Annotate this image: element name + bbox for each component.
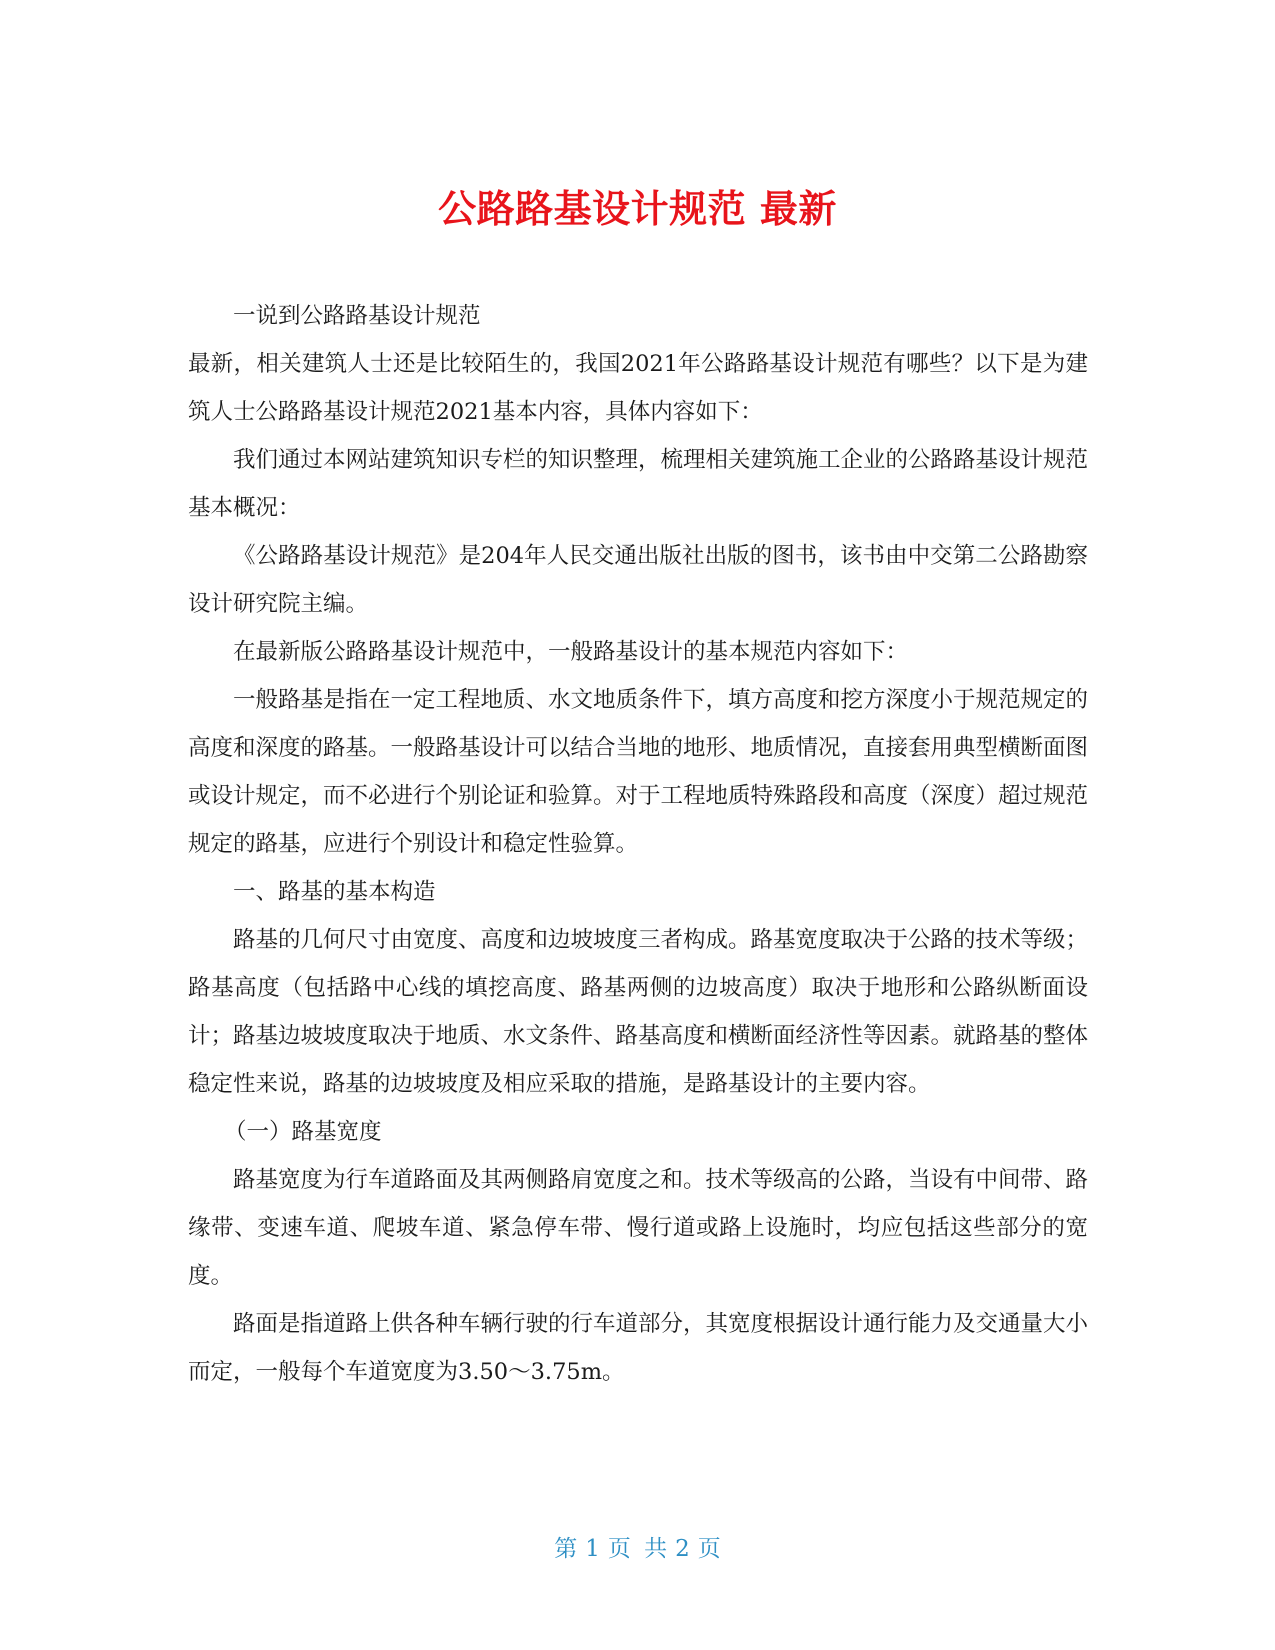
section-heading-basic-structure: 一、路基的基本构造: [233, 879, 436, 905]
paragraph-10: 路基宽度为行车道路面及其两侧路肩宽度之和。技术等级高的公路，当设有中间带、路缘带、变速车道、爬坡车道、紧急停车带、慢行道或路上设施时，均应包括这些部分的宽度。: [188, 1167, 1089, 1289]
page-footer: [0, 1533, 1275, 1565]
paragraph-4: 《公路路基设计规范》是204年人民交通出版社出版的图书，该书由中交第二公路勘察设计研究院主编。: [188, 543, 1088, 617]
paragraph-2: 最新，相关建筑人士还是比较陌生的，我国2021年公路路基设计规范有哪些？以下是为建筑人士公路路基设计规范2021基本内容，具体内容如下：: [188, 351, 1088, 425]
document-body: [188, 292, 1088, 1396]
paragraph-5: 在最新版公路路基设计规范中，一般路基设计的基本规范内容如下：: [233, 639, 909, 665]
footer-prefix: 第: [554, 1536, 578, 1562]
document-title: 公路路基设计规范 最新: [438, 187, 837, 232]
paragraph-8: 路基的几何尺寸由宽度、高度和边坡坡度三者构成。路基宽度取决于公路的技术等级；路基高度（包括路中心线的填挖高度、路基两侧的边坡高度）取决于地形和公路纵断面设计；路基边坡坡度取决于地质、水文条件、路基高度和横断面经济性等因素。就路基的整体稳定性来说，路基的边坡坡度及相应采取的措施，是路基设计的主要内容。: [188, 927, 1089, 1097]
paragraph-11: 路面是指道路上供各种车辆行驶的行车道部分，其宽度根据设计通行能力及交通量大小而定，一般每个车道宽度为3.50～3.75m。: [188, 1311, 1089, 1385]
subsection-heading-roadbed-width: （一）路基宽度: [224, 1119, 382, 1145]
footer-total-pages: 2: [675, 1536, 690, 1562]
paragraph-1: 一说到公路路基设计规范: [233, 303, 481, 329]
footer-current-page: 1: [585, 1536, 600, 1562]
paragraph-3: 我们通过本网站建筑知识专栏的知识整理，梳理相关建筑施工企业的公路路基设计规范基本概况：: [188, 447, 1089, 521]
footer-suffix: 页: [697, 1536, 721, 1562]
footer-mid: 页 共: [607, 1536, 668, 1562]
paragraph-6: 一般路基是指在一定工程地质、水文地质条件下，填方高度和挖方深度小于规范规定的高度和深度的路基。一般路基设计可以结合当地的地形、地质情况，直接套用典型横断面图或设计规定，而不必进行个别论证和验算。对于工程地质特殊路段和高度（深度）超过规范规定的路基，应进行个别设计和稳定性验算。: [188, 687, 1089, 857]
